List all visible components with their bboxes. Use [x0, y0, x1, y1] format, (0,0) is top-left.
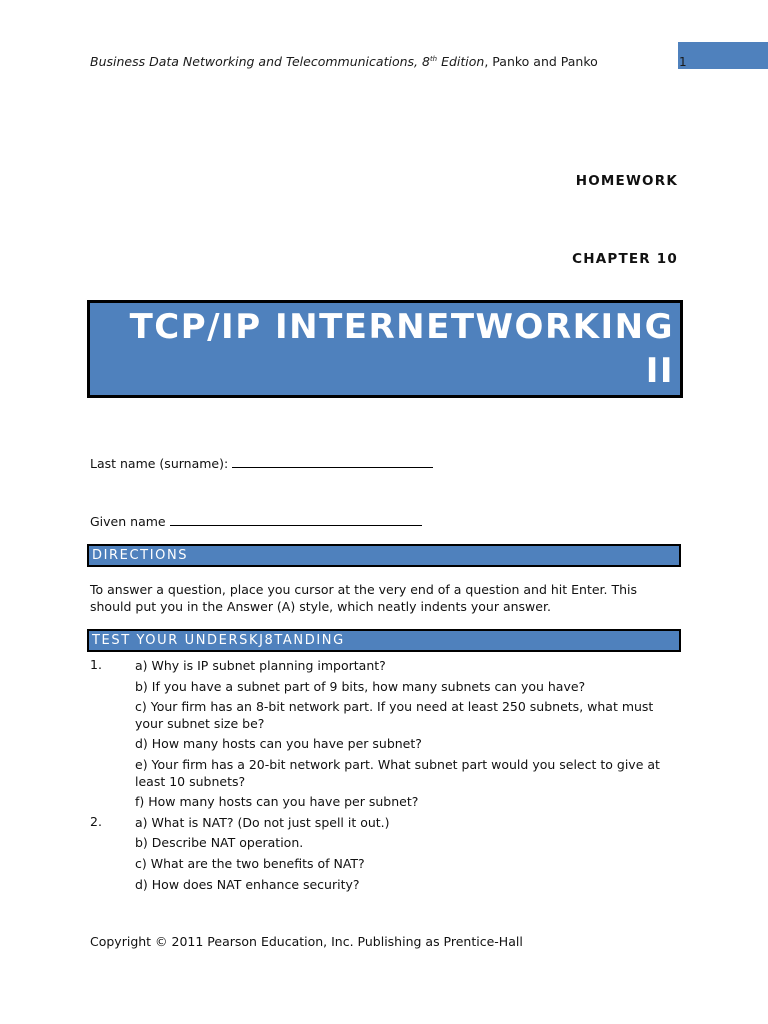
- authors: , Panko and Panko: [484, 54, 598, 69]
- edition-word: Edition: [437, 54, 485, 69]
- book-title: Business Data Networking and Telecommunications, 8: [90, 54, 430, 69]
- question-part: c) Your firm has an 8-bit network part. If you need at least 250 subnets, what must your subnet size be?: [135, 699, 654, 731]
- chapter-title-line-1: TCP/IP INTERNETWORKING: [129, 307, 674, 347]
- last-name-label: Last name (surname):: [90, 456, 233, 471]
- copyright-footer: Copyright © 2011 Pearson Education, Inc. Publishing as Prentice-Hall: [90, 934, 523, 949]
- question-part: b) Describe NAT operation.: [135, 835, 304, 850]
- last-name-blank[interactable]: [232, 455, 433, 468]
- chapter-title-box: [87, 300, 683, 398]
- chapter-title-line-2: II: [645, 351, 674, 391]
- question-part: a) Why is IP subnet planning important?: [135, 658, 386, 673]
- chapter-label: CHAPTER 10: [572, 251, 678, 267]
- question-part: f) How many hosts can you have per subnet?: [135, 794, 419, 809]
- given-name-label: Given name: [90, 514, 170, 529]
- given-name-blank[interactable]: [170, 513, 422, 526]
- question-part: b) If you have a subnet part of 9 bits, how many subnets can you have?: [135, 679, 586, 694]
- directions-text: To answer a question, place you cursor at the very end of a question and hit Enter. This should put you in the Answer (A) style, which neatly indents your answer.: [90, 582, 638, 614]
- directions-heading-bar: [87, 544, 681, 567]
- question-part: d) How many hosts can you have per subnet?: [135, 736, 422, 751]
- question-part: e) Your firm has a 20-bit network part. What subnet part would you select to give at least 10 subnets?: [135, 757, 660, 789]
- question-part: d) How does NAT enhance security?: [135, 877, 360, 892]
- question-part: a) What is NAT? (Do not just spell it out.): [135, 815, 390, 830]
- question-part: c) What are the two benefits of NAT?: [135, 856, 365, 871]
- question-number: 2.: [90, 814, 102, 829]
- page-number-tab: [678, 42, 768, 69]
- running-header: [90, 54, 598, 69]
- question-number: 1.: [90, 657, 102, 672]
- test-heading: TEST YOUR UNDERSKJ8TANDING: [92, 633, 345, 648]
- last-name-field[interactable]: [90, 455, 433, 471]
- directions-heading: DIRECTIONS: [92, 548, 189, 563]
- homework-label: HOMEWORK: [575, 173, 678, 189]
- page-number: 1: [679, 55, 687, 69]
- test-heading-bar: [87, 629, 681, 652]
- given-name-field[interactable]: [90, 513, 422, 529]
- edition-superscript: th: [429, 54, 438, 63]
